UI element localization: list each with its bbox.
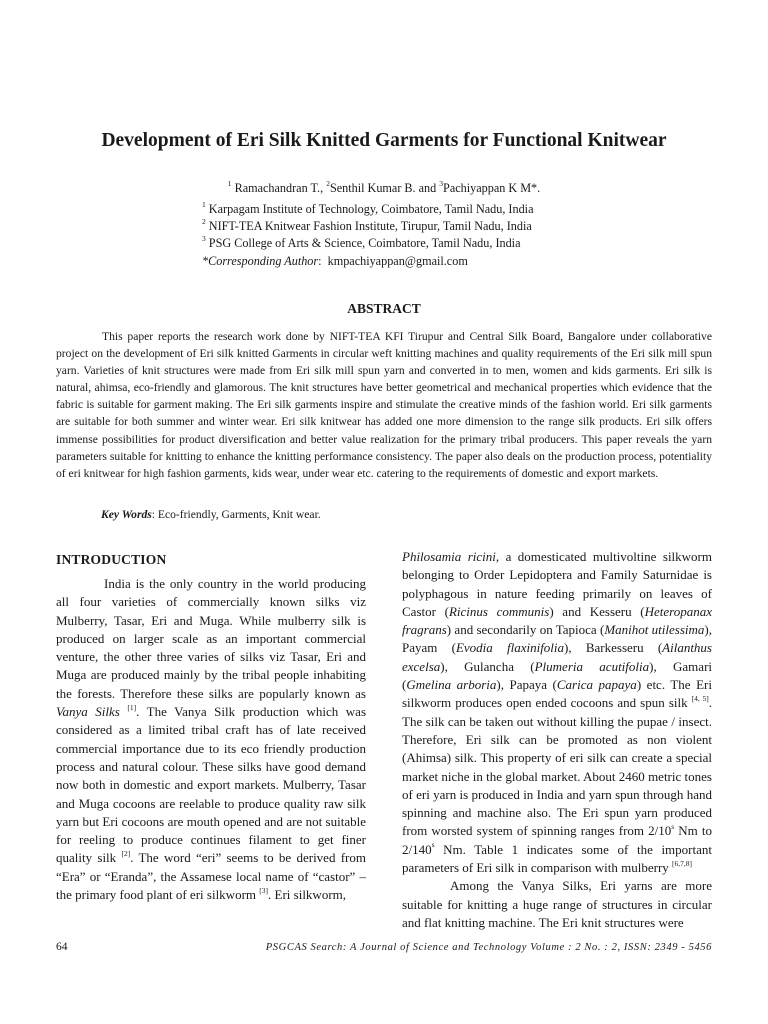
author-3: Pachiyappan K M*. bbox=[443, 181, 541, 195]
affiliation-2-text: NIFT-TEA Knitwear Fashion Institute, Tirupur, Tamil Nadu, India bbox=[208, 219, 532, 233]
affiliation-list bbox=[202, 201, 622, 270]
author-list bbox=[40, 180, 728, 196]
affiliation-1 bbox=[202, 201, 622, 218]
citation-6-7-8: [6,7,8] bbox=[672, 858, 693, 868]
right-text-12: Nm. Table 1 indicates some of the important parameters of Eri silk in comparison with mulberry bbox=[402, 841, 712, 876]
intro-text-c: . The word “eri” seems to be derived from “Era” or “Eranda”, the Assamese local name of “castor” – the primary food plant of eri silkworm bbox=[56, 850, 367, 903]
affiliation-3-sup: 3 bbox=[202, 233, 206, 243]
right-column bbox=[402, 548, 712, 932]
affiliation-1-sup: 1 bbox=[202, 199, 206, 209]
right-text-8: ), Papaya ( bbox=[496, 677, 557, 693]
paper-title: Development of Eri Silk Knitted Garments for Functional Knitwear bbox=[101, 130, 667, 151]
intro-vanya-silks: Vanya Silks bbox=[56, 704, 120, 720]
affiliation-1-text: Karpagam Institute of Technology, Coimbatore, Tamil Nadu, India bbox=[208, 202, 534, 216]
keywords-label: Key Words bbox=[101, 508, 152, 521]
abstract-heading: ABSTRACT bbox=[347, 301, 421, 316]
right-text-7: ), Gamari ( bbox=[402, 658, 713, 693]
species-8: Carica papaya bbox=[556, 677, 637, 693]
author-2: Senthil Kumar B. and bbox=[329, 181, 440, 195]
author-3-sup: 3 bbox=[439, 178, 444, 188]
right-text-1: a domesticated multivoltine silkworm belonging to Order Lepidoptera and Family Saturnidae is polyphagous in nature feeding primarily on leaves of Castor ( bbox=[402, 549, 712, 619]
right-paragraph-1 bbox=[402, 548, 712, 877]
author-1: Ramachandran T., bbox=[234, 181, 327, 195]
corresponding-author-label: *Corresponding Author bbox=[202, 254, 319, 268]
corresponding-author-email[interactable]: kmpachiyappan@gmail.com bbox=[327, 254, 468, 268]
right-text-11: Nm to 2/140 bbox=[402, 823, 712, 857]
abstract-text: This paper reports the research work done by NIFT-TEA KFI Tirupur and Central Silk Board, Bangalore under collaborative project on the development of Eri silk knitted Garments in circular weft knitting machines and quality requirements of the Eri silk mill spun yarn. Varieties of knit structures were made from Eri silk mill spun yarn and converted in to men, women and kids garments. Eri silk is natural, ahimsa, eco-friendly and glamorous. The knit structures have better geometrical and mechanical properties which evidence that the fabric is suitable for garment making. The Eri silk garments inspire and stimulate the creative minds of the fashion world. Eri silk garments are suitable for both summer and winter wear. Eri silk knitwear has added one more dimension to the range silk products. Eri silk offers immense possibilities for product diversification and better value realization for the primary tribal producers. This paper reveals the yarn parameters suitable for knitting to enhance the knitting performance consistency. The paper also deals on the production process, potentiality of eri knitwear for high fashion garments, kids wear, under wear etc. catering to the requirements of domestic and export markets. bbox=[56, 330, 712, 480]
species-6: Plumeria acutifolia bbox=[534, 658, 650, 674]
species-4: Evodia flaxinifolia bbox=[455, 640, 565, 656]
right-text-4: ), Payam ( bbox=[402, 622, 712, 656]
intro-text-b: . The Vanya Silk production which was considered as a limited tribal craft has of late received commercial importance due to its eco friendly production process and natural colour. These silks have good demand now both in domestic and export markets. Mulberry, Tasar and Muga cocoons are reelable to produce quality raw silk yarn but Eri cocoons are mouth opened and are not suitable for reeling to produce continues filament to get finer quality silk bbox=[56, 704, 367, 866]
intro-text-a: India is the only country in the world producing all four varieties of commercially known silks viz Mulberry, Tasar, Eri and Muga. While mulberry silk is produced on larger scale as an important commercial venture, the other three varies of silks viz Tasar, Eri and Muga are produced mainly by the tribal people inhabiting the forests. Therefore these silks are popularly known as bbox=[56, 576, 366, 701]
citation-4-5: [4, 5] bbox=[691, 694, 709, 704]
citation-3: [3] bbox=[259, 885, 269, 895]
right-text-6: ), Gulancha ( bbox=[440, 658, 535, 674]
introduction-paragraph-1 bbox=[56, 575, 366, 904]
author-1-sup: 1 bbox=[227, 178, 232, 188]
species-2: Heteropanax fragrans bbox=[402, 603, 712, 638]
keywords bbox=[101, 507, 721, 523]
intro-text-d: . Eri silkworm, bbox=[268, 887, 347, 903]
species-7: Gmelina arboria bbox=[406, 677, 497, 693]
journal-citation: PSGCAS Search: A Journal of Science and Technology Volume : 2 No. : 2, ISSN: 2349 - 5456 bbox=[265, 942, 712, 953]
right-text-2: ) and Kesseru ( bbox=[549, 603, 645, 619]
affiliation-2 bbox=[202, 218, 622, 235]
affiliation-3-text: PSG College of Arts & Science, Coimbatore, Tamil Nadu, India bbox=[208, 236, 521, 250]
keywords-text: : Eco-friendly, Garments, Knit wear. bbox=[151, 508, 321, 521]
introduction-heading: INTRODUCTION bbox=[56, 552, 167, 567]
species-name: Philosamia ricini, bbox=[402, 549, 500, 564]
right-text-9: ) etc. The Eri silkworm produces open ended cocoons and spun silk bbox=[402, 677, 712, 711]
corresponding-author bbox=[202, 253, 622, 270]
species-5: Ailanthus excelsa bbox=[402, 640, 712, 674]
left-column bbox=[56, 548, 366, 904]
right-text-10: . The silk can be taken out without killing the pupae / insect. Therefore, Eri silk can be promoted as non violent (Ahimsa) silk. This property of eri silk can create a special market niche in the global market. About 2460 metric tones of eri yarn is produced in India and yarn spun through hand spinning and machine also. The Eri spun yarn produced from worsted system of spinning ranges from 2/10 bbox=[402, 695, 713, 839]
page-footer bbox=[56, 941, 712, 957]
affiliation-2-sup: 2 bbox=[202, 216, 206, 226]
author-2-sup: 2 bbox=[326, 178, 330, 188]
right-text-5: ), Barkesseru ( bbox=[564, 640, 663, 656]
page-number: 64 bbox=[56, 941, 68, 953]
affiliation-3 bbox=[202, 235, 622, 252]
right-paragraph-2: Among the Vanya Silks, Eri yarns are more suitable for knitting a huge range of structures in circular and flat knitting machine. The Eri knit structures were bbox=[402, 878, 712, 930]
plural-sup-1: s bbox=[671, 822, 675, 832]
right-text-3: ) and secondarily on Tapioca ( bbox=[446, 622, 605, 638]
species-1: Ricinus communis bbox=[448, 603, 550, 619]
corresponding-author-colon: : bbox=[318, 254, 328, 268]
citation-1: [1] bbox=[127, 702, 137, 712]
species-3: Manihot utilessima bbox=[604, 622, 705, 638]
plural-sup-2: s bbox=[431, 840, 435, 850]
citation-2: [2] bbox=[121, 849, 131, 859]
